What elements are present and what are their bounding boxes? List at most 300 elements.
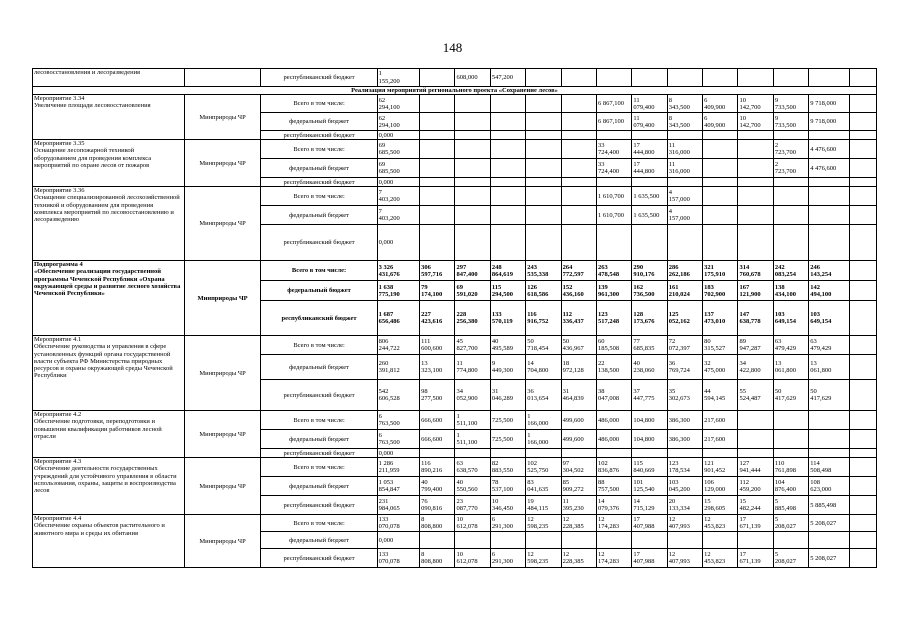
table-row	[33, 336, 877, 355]
amount-cell	[703, 225, 738, 261]
amount-cell: 1 638 775,190	[377, 281, 419, 301]
amount-cell: 115 840,669	[632, 458, 667, 477]
amount-cell: 12 453,823	[703, 515, 738, 532]
amount-cell: 547,200	[490, 69, 525, 87]
amount-cell	[526, 95, 561, 113]
amount-cell	[455, 140, 490, 159]
amount-cell: 77 685,835	[632, 336, 667, 355]
amount-cell	[849, 496, 876, 515]
amount-cell	[849, 113, 876, 131]
amount-cell	[490, 206, 525, 225]
amount-cell: 183 702,900	[703, 281, 738, 301]
amount-cell: 9 733,500	[773, 113, 808, 131]
activity-name-cell: Подпрограмма 4 «Обеспечение реализации государственной программы Чеченской Республики «Охрана окружающей среды и развитие лесного хозяйства Чеченской Республики»	[33, 261, 185, 336]
amount-cell	[738, 430, 773, 449]
amount-cell: 248 864,619	[490, 261, 525, 281]
amount-cell: 10 612,078	[455, 549, 490, 568]
amount-cell	[773, 178, 808, 187]
amount-cell: 35 302,673	[667, 380, 702, 411]
amount-cell: 110 761,898	[773, 458, 808, 477]
amount-cell	[773, 206, 808, 225]
organization-cell: Минприроды ЧР	[184, 95, 261, 140]
funding-source-cell: Всего в том числе:	[261, 95, 377, 113]
organization-cell: Минприроды ЧР	[184, 411, 261, 458]
amount-cell: 306 597,716	[420, 261, 455, 281]
amount-cell: 386,300	[667, 411, 702, 430]
amount-cell: 13 061,800	[773, 355, 808, 380]
funding-source-cell: республиканский бюджет	[261, 496, 377, 515]
amount-cell: 11 079,400	[632, 113, 667, 131]
amount-cell: 104 876,400	[773, 477, 808, 496]
amount-cell	[632, 178, 667, 187]
amount-cell: 1 635,500	[632, 206, 667, 225]
amount-cell: 40 799,400	[420, 477, 455, 496]
amount-cell	[455, 206, 490, 225]
amount-cell: 15 482,244	[738, 496, 773, 515]
amount-cell: 103 649,154	[809, 301, 849, 336]
amount-cell: 290 910,176	[632, 261, 667, 281]
activity-name-cell: Мероприятие 4.2 Обеспечение подготовки, переподготовки и повышения квалификации работников лесной отрасли	[33, 411, 185, 458]
amount-cell: 2 723,700	[773, 140, 808, 159]
amount-cell: 1 166,000	[526, 411, 561, 430]
amount-cell: 13 323,100	[420, 355, 455, 380]
amount-cell: 102 836,876	[596, 458, 631, 477]
amount-cell: 10 142,700	[738, 113, 773, 131]
amount-cell: 62 294,100	[377, 95, 419, 113]
funding-source-cell: республиканский бюджет	[261, 131, 377, 140]
amount-cell: 10 142,700	[738, 95, 773, 113]
table-row	[33, 69, 877, 87]
amount-cell: 97 304,502	[561, 458, 596, 477]
amount-cell: 1 511,100	[455, 430, 490, 449]
amount-cell: 161 210,024	[667, 281, 702, 301]
funding-source-cell: республиканский бюджет	[261, 449, 377, 458]
amount-cell: 608,000	[455, 69, 490, 87]
amount-cell	[849, 187, 876, 206]
amount-cell	[849, 336, 876, 355]
amount-cell: 1 610,700	[596, 206, 631, 225]
amount-cell	[490, 113, 525, 131]
amount-cell: 152 436,160	[561, 281, 596, 301]
amount-cell	[455, 532, 490, 549]
amount-cell	[849, 140, 876, 159]
amount-cell: 666,600	[420, 411, 455, 430]
amount-cell	[703, 532, 738, 549]
amount-cell: 8 808,800	[420, 549, 455, 568]
amount-cell	[455, 131, 490, 140]
amount-cell: 1 610,700	[596, 187, 631, 206]
amount-cell: 3 326 431,676	[377, 261, 419, 281]
amount-cell: 14 079,376	[596, 496, 631, 515]
amount-cell	[455, 225, 490, 261]
funding-source-cell: федеральный бюджет	[261, 281, 377, 301]
amount-cell	[849, 430, 876, 449]
amount-cell	[526, 113, 561, 131]
amount-cell	[561, 159, 596, 178]
amount-cell: 33 724,400	[596, 159, 631, 178]
amount-cell: 50 718,454	[526, 336, 561, 355]
amount-cell: 36 013,654	[526, 380, 561, 411]
amount-cell: 50 417,629	[773, 380, 808, 411]
amount-cell: 79 174,100	[420, 281, 455, 301]
amount-cell	[526, 159, 561, 178]
section-header-row	[33, 87, 877, 95]
amount-cell	[596, 69, 631, 87]
funding-source-cell: Всего в том числе:	[261, 261, 377, 281]
amount-cell	[809, 225, 849, 261]
amount-cell	[809, 187, 849, 206]
organization-cell	[184, 69, 261, 87]
amount-cell: 133 070,078	[377, 549, 419, 568]
amount-cell: 10 346,450	[490, 496, 525, 515]
funding-source-cell: федеральный бюджет	[261, 113, 377, 131]
amount-cell: 62 294,100	[377, 113, 419, 131]
amount-cell	[455, 113, 490, 131]
amount-cell	[526, 131, 561, 140]
amount-cell: 128 173,676	[632, 301, 667, 336]
amount-cell: 89 947,287	[738, 336, 773, 355]
amount-cell	[526, 187, 561, 206]
table-row	[33, 140, 877, 159]
amount-cell	[667, 225, 702, 261]
amount-cell	[849, 355, 876, 380]
amount-cell	[849, 281, 876, 301]
activity-name-cell: Мероприятие 4.3 Обеспечение деятельности государственных учреждений для устойчивого управления в области использования, охраны, защиты и воспроизводства лесов	[33, 458, 185, 515]
amount-cell	[809, 69, 849, 87]
amount-cell: 13 061,800	[809, 355, 849, 380]
amount-cell	[703, 159, 738, 178]
amount-cell	[849, 159, 876, 178]
amount-cell: 101 125,540	[632, 477, 667, 496]
amount-cell: 0,000	[377, 225, 419, 261]
amount-cell: 4 476,600	[809, 159, 849, 178]
amount-cell	[526, 178, 561, 187]
amount-cell	[526, 225, 561, 261]
organization-cell: Минприроды ЧР	[184, 515, 261, 568]
amount-cell	[738, 178, 773, 187]
amount-cell	[667, 69, 702, 87]
amount-cell: 17 444,800	[632, 159, 667, 178]
funding-source-cell: республиканский бюджет	[261, 549, 377, 568]
funding-source-cell: федеральный бюджет	[261, 206, 377, 225]
table-row	[33, 261, 877, 281]
amount-cell: 217,600	[703, 411, 738, 430]
amount-cell: 76 090,816	[420, 496, 455, 515]
funding-source-cell: Всего в том числе:	[261, 140, 377, 159]
amount-cell: 264 772,597	[561, 261, 596, 281]
amount-cell: 6 409,900	[703, 113, 738, 131]
funding-source-cell: Всего в том числе:	[261, 458, 377, 477]
amount-cell: 126 618,586	[526, 281, 561, 301]
amount-cell: 14 704,800	[526, 355, 561, 380]
amount-cell: 8 343,500	[667, 113, 702, 131]
funding-source-cell: Всего в том числе:	[261, 187, 377, 206]
amount-cell	[561, 449, 596, 458]
amount-cell	[632, 69, 667, 87]
amount-cell: 9 449,300	[490, 355, 525, 380]
amount-cell: 104,800	[632, 411, 667, 430]
amount-cell	[420, 178, 455, 187]
amount-cell: 6 763,500	[377, 411, 419, 430]
amount-cell	[420, 113, 455, 131]
amount-cell: 123 517,248	[596, 301, 631, 336]
amount-cell	[849, 301, 876, 336]
amount-cell: 98 277,500	[420, 380, 455, 411]
amount-cell: 18 972,128	[561, 355, 596, 380]
activity-name-cell: Мероприятие 4.1 Обеспечение руководства и управления в сфере установленных функций органа государственной власти субъекта РФ Министерства природных ресурсов и охраны окружающей среды Чеченской Республики	[33, 336, 185, 411]
table-row	[33, 458, 877, 477]
amount-cell: 116 890,216	[420, 458, 455, 477]
amount-cell: 4 157,000	[667, 187, 702, 206]
funding-source-cell: Всего в том числе:	[261, 515, 377, 532]
amount-cell: 1 155,200	[377, 69, 419, 87]
amount-cell	[420, 159, 455, 178]
amount-cell	[667, 178, 702, 187]
amount-cell	[420, 131, 455, 140]
amount-cell: 167 121,900	[738, 281, 773, 301]
amount-cell	[632, 449, 667, 458]
amount-cell: 36 769,724	[667, 355, 702, 380]
amount-cell: 1 053 854,847	[377, 477, 419, 496]
amount-cell	[738, 532, 773, 549]
organization-cell: Минприроды ЧР	[184, 336, 261, 411]
amount-cell: 217,600	[703, 430, 738, 449]
amount-cell: 17 407,988	[632, 549, 667, 568]
amount-cell	[703, 140, 738, 159]
activity-name-cell: лесовосстановления и лесоразведения	[33, 69, 185, 87]
amount-cell: 50 417,629	[809, 380, 849, 411]
amount-cell: 123 178,534	[667, 458, 702, 477]
funding-source-cell: федеральный бюджет	[261, 532, 377, 549]
amount-cell	[561, 178, 596, 187]
amount-cell	[420, 449, 455, 458]
amount-cell	[455, 95, 490, 113]
table-row	[33, 515, 877, 532]
amount-cell	[596, 225, 631, 261]
amount-cell: 40 495,589	[490, 336, 525, 355]
amount-cell	[849, 477, 876, 496]
amount-cell: 12 598,235	[526, 515, 561, 532]
organization-cell: Минприроды ЧР	[184, 187, 261, 261]
amount-cell: 133 070,078	[377, 515, 419, 532]
amount-cell: 11 316,000	[667, 159, 702, 178]
amount-cell	[455, 449, 490, 458]
amount-cell: 1 687 656,486	[377, 301, 419, 336]
amount-cell	[596, 131, 631, 140]
amount-cell	[738, 225, 773, 261]
amount-cell	[667, 532, 702, 549]
amount-cell: 9 718,000	[809, 113, 849, 131]
amount-cell: 8 808,800	[420, 515, 455, 532]
amount-cell	[632, 131, 667, 140]
amount-cell: 114 508,498	[809, 458, 849, 477]
amount-cell: 31 046,289	[490, 380, 525, 411]
amount-cell: 19 484,115	[526, 496, 561, 515]
amount-cell: 5 208,027	[773, 549, 808, 568]
amount-cell	[849, 131, 876, 140]
amount-cell	[455, 159, 490, 178]
amount-cell	[561, 187, 596, 206]
amount-cell: 40 238,060	[632, 355, 667, 380]
amount-cell	[420, 206, 455, 225]
amount-cell: 12 228,385	[561, 549, 596, 568]
funding-source-cell: федеральный бюджет	[261, 355, 377, 380]
amount-cell: 106 129,000	[703, 477, 738, 496]
amount-cell: 1 286 211,959	[377, 458, 419, 477]
amount-cell	[526, 449, 561, 458]
table-row	[33, 411, 877, 430]
amount-cell: 138 434,100	[773, 281, 808, 301]
amount-cell	[490, 187, 525, 206]
amount-cell: 725,500	[490, 411, 525, 430]
amount-cell: 227 423,616	[420, 301, 455, 336]
amount-cell	[561, 206, 596, 225]
amount-cell	[849, 411, 876, 430]
activity-name-cell: Мероприятие 4.4 Обеспечение охраны объектов растительного и животного мира и среды их обитания	[33, 515, 185, 568]
amount-cell: 6 409,900	[703, 95, 738, 113]
amount-cell: 23 087,770	[455, 496, 490, 515]
amount-cell: 286 262,186	[667, 261, 702, 281]
amount-cell	[809, 411, 849, 430]
amount-cell	[703, 206, 738, 225]
amount-cell: 15 298,605	[703, 496, 738, 515]
amount-cell	[561, 95, 596, 113]
amount-cell	[420, 95, 455, 113]
amount-cell	[773, 532, 808, 549]
amount-cell: 83 041,635	[526, 477, 561, 496]
amount-cell: 112 459,200	[738, 477, 773, 496]
amount-cell: 50 436,967	[561, 336, 596, 355]
activity-name-cell: Мероприятие 3.36 Оснащение специализированной лесохозяйственной техникой и оборудованием для проведения комплекса мероприятий по лесовосстановлению и лесоразведению	[33, 187, 185, 261]
amount-cell: 11 316,000	[667, 140, 702, 159]
amount-cell	[490, 178, 525, 187]
amount-cell: 12 407,993	[667, 549, 702, 568]
funding-source-cell: федеральный бюджет	[261, 430, 377, 449]
amount-cell: 63 479,429	[809, 336, 849, 355]
amount-cell	[490, 532, 525, 549]
amount-cell: 55 524,487	[738, 380, 773, 411]
amount-cell	[738, 411, 773, 430]
amount-cell	[703, 449, 738, 458]
amount-cell: 121 901,452	[703, 458, 738, 477]
amount-cell	[849, 549, 876, 568]
amount-cell: 37 447,775	[632, 380, 667, 411]
amount-cell: 103 045,200	[667, 477, 702, 496]
amount-cell: 63 479,429	[773, 336, 808, 355]
amount-cell: 103 649,154	[773, 301, 808, 336]
amount-cell	[490, 449, 525, 458]
amount-cell	[738, 159, 773, 178]
funding-source-cell: федеральный бюджет	[261, 477, 377, 496]
amount-cell: 44 594,145	[703, 380, 738, 411]
amount-cell: 32 475,000	[703, 355, 738, 380]
amount-cell: 38 047,008	[596, 380, 631, 411]
amount-cell: 20 133,334	[667, 496, 702, 515]
amount-cell: 5 208,027	[809, 515, 849, 532]
amount-cell: 17 407,988	[632, 515, 667, 532]
amount-cell: 80 315,527	[703, 336, 738, 355]
amount-cell: 228 256,380	[455, 301, 490, 336]
amount-cell: 102 525,750	[526, 458, 561, 477]
amount-cell	[849, 95, 876, 113]
amount-cell	[632, 532, 667, 549]
amount-cell	[849, 69, 876, 87]
amount-cell	[455, 178, 490, 187]
amount-cell: 386,300	[667, 430, 702, 449]
amount-cell	[849, 225, 876, 261]
amount-cell: 127 941,444	[738, 458, 773, 477]
amount-cell: 8 343,500	[667, 95, 702, 113]
amount-cell: 34 422,800	[738, 355, 773, 380]
amount-cell	[596, 449, 631, 458]
funding-source-cell: республиканский бюджет	[261, 380, 377, 411]
amount-cell: 69 591,020	[455, 281, 490, 301]
amount-cell	[561, 140, 596, 159]
amount-cell: 72 072,397	[667, 336, 702, 355]
amount-cell: 17 671,139	[738, 515, 773, 532]
amount-cell	[526, 532, 561, 549]
amount-cell: 14 715,129	[632, 496, 667, 515]
amount-cell: 12 598,235	[526, 549, 561, 568]
amount-cell: 1 635,500	[632, 187, 667, 206]
amount-cell	[773, 430, 808, 449]
amount-cell	[420, 69, 455, 87]
amount-cell: 12 453,823	[703, 549, 738, 568]
amount-cell	[849, 532, 876, 549]
organization-cell: Минприроды ЧР	[184, 140, 261, 187]
funding-source-cell: Всего в том числе:	[261, 336, 377, 355]
amount-cell	[849, 449, 876, 458]
amount-cell	[420, 140, 455, 159]
amount-cell	[738, 449, 773, 458]
amount-cell	[849, 261, 876, 281]
amount-cell: 231 984,065	[377, 496, 419, 515]
amount-cell	[849, 178, 876, 187]
amount-cell: 242 083,254	[773, 261, 808, 281]
amount-cell	[738, 69, 773, 87]
amount-cell	[738, 187, 773, 206]
amount-cell: 9 718,000	[809, 95, 849, 113]
amount-cell: 111 600,600	[420, 336, 455, 355]
activity-name-cell: Мероприятие 3.35 Оснащение лесопожарной техникой оборудованием для проведения комплекса мероприятий по охране лесов от пожаров	[33, 140, 185, 187]
amount-cell	[773, 411, 808, 430]
amount-cell	[703, 131, 738, 140]
amount-cell: 17 444,800	[632, 140, 667, 159]
amount-cell: 725,500	[490, 430, 525, 449]
amount-cell	[420, 187, 455, 206]
amount-cell	[703, 187, 738, 206]
amount-cell	[490, 95, 525, 113]
amount-cell	[773, 187, 808, 206]
amount-cell: 0,000	[377, 532, 419, 549]
organization-cell: Минприроды ЧР	[184, 261, 261, 336]
amount-cell: 0,000	[377, 178, 419, 187]
amount-cell: 6 867,100	[596, 113, 631, 131]
activity-name-cell: Мероприятие 3.34 Увеличение площади лесовосстановления	[33, 95, 185, 140]
table-row	[33, 187, 877, 206]
amount-cell: 0,000	[377, 131, 419, 140]
amount-cell: 40 550,560	[455, 477, 490, 496]
budget-table	[32, 68, 877, 568]
amount-cell: 5 208,027	[809, 549, 849, 568]
amount-cell	[561, 69, 596, 87]
amount-cell: 45 827,700	[455, 336, 490, 355]
amount-cell: 9 733,500	[773, 95, 808, 113]
amount-cell: 5 208,027	[773, 515, 808, 532]
amount-cell: 0,000	[377, 449, 419, 458]
amount-cell	[773, 449, 808, 458]
funding-source-cell: республиканский бюджет	[261, 178, 377, 187]
